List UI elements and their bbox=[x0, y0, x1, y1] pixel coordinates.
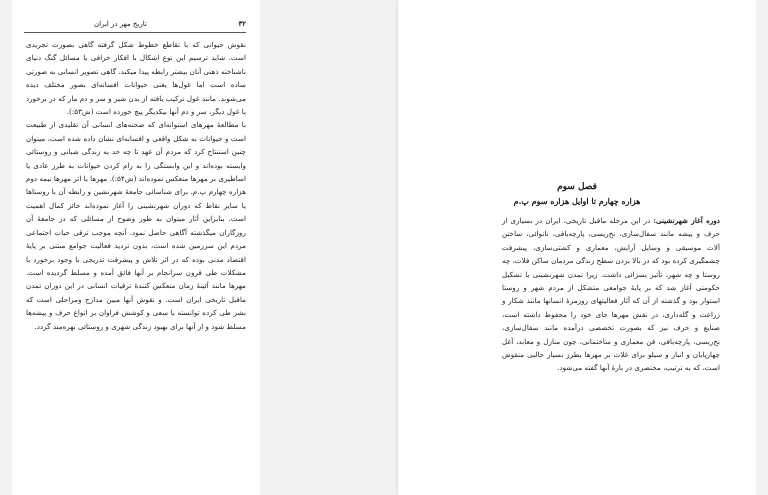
paragraph-text: در این مرحله ماقبل تاریخی، ایران در بسیاری از حرف و پیشه مانند سفال‌سازی، نخ‌ریسی، پارچه‌بافی، نانوائی، ساختن آلات موسیقی و وسایل آرایش، معماری و کشتی‌سازی، پیشرفت چشمگیری کرده بود که در بالا بردن سطح زندگی مردمان ساکن فلات، چه روستا و چه شهر، تأثیر بسزائی داشت. زیرا تمدن شهرنشینی با تشکیل حکومتی آغاز شد که بر پایهٔ جوامعی متشکل از مردم شهر و روستا استوار بود و گذشته از آن که آثار فعالیتهای روزمرهٔ انسانها مانند شکار و زراعت و گله‌داری، در نقش مهرها جای خود را محفوظ داشته است، صنایع و حرف نیز که بصورت تخصصی درآمده مانند سفال‌سازی، نخ‌ریسی، پارچه‌بافی، فن معماری و ساختمانی، چون منازل و معابد، آغل چهارپایان و انبار و سیلو برای غلات بر مهرها بطرز بسیار جالبی منقوش است، که به ترتیب، مختصری در بارهٔ آنها گفته می‌شود. bbox=[502, 216, 720, 373]
page-gutter bbox=[260, 0, 398, 495]
section-lead: دوره آغاز شهرنشینی: bbox=[653, 216, 720, 225]
left-page bbox=[12, 0, 260, 495]
left-page-body bbox=[26, 38, 246, 333]
chapter-heading bbox=[428, 180, 726, 208]
chapter-title: فصل سوم bbox=[557, 182, 597, 192]
running-head bbox=[24, 18, 246, 33]
paragraph bbox=[502, 214, 720, 375]
chapter-subtitle: هزاره چهارم تا اوایل هزاره سوم پ.م bbox=[513, 196, 641, 206]
page-number: ۳۲ bbox=[238, 19, 246, 28]
running-title: تاریخ مهر در ایران bbox=[94, 20, 147, 28]
right-page bbox=[398, 0, 756, 495]
right-page-body bbox=[502, 214, 720, 375]
paragraph: با مطالعهٔ مهرهای استوانه‌ای که صحنه‌های انسانی آن تقلیدی از طبیعت است و حیوانات به شکل واقعی و افسانه‌ای نشان داده شده است، میتوان چنین استنتاج کرد که مردم آن عهد تا چه حد به زندگی شبانی و روستائی وابسته بوده‌اند و این وابستگی را به رام کردن حیوانات به طرز عادی یا اساطیری بر مهرها منعکس نموده‌اند (ش۵۴:). مهرها یا اثر مهرها نیمه دوم هزاره چهارم پ.م. برای شناسائی جامعهٔ شهرنشین و رابطه آن با روستاها یا سایر نقاط که دوران شهرنشینی را آغاز نموده‌اند حائز کمال اهمیت است. بنابراین آثار میتوان به طور وضوح از مسائلی که در جامعهٔ آن روزگاران میگذشته آگاهی حاصل نمود. آنچه موجب ترقی حیات اجتماعی مردم این سرزمین شده است، بدون تردید فعالیت جوامع مبتنی بر پایهٔ اقتصاد مدنی بوده که در اثر تلاش و پیشرفت تدریجی با وجود برخورد با مشکلات طی قرون سرانجام بر آنها فائق آمده و مسلط گردیده است. مهرها مانند آئینهٔ زمان منعکس کنندهٔ ترقیات انسانی در این دوران تمدن ماقبل تاریخی ایران است. و نقوش آنها مبین مدارج ومراحلی است که بشر طی کرده توانسته با سعی و کوشش فراوان بر انواع حرف و پیشه‌ها مسلط شود و از آنها برای بهبود زندگی شهری و روستائی بهره‌مند گردد. bbox=[26, 120, 247, 331]
paragraph: نقوش حیوانی که با تقاطع خطوط شکل گرفته گاهی بصورت تجریدی است. شاید ترسیم این نوع اشکال با افکار خرافی یا مسائل گنگ دنیای ناشناخته ذهنی آنان بیشتر رابطه پیدا میکند. گاهی تصویر انسانی به صورتی ساده است اما غول‌ها یعنی حیوانات افسانه‌ای بصور مختلف دیده می‌شوند. مانند غول ترکیب یافته از بدن شیر و سر و دم مار که در برخورد با غول دیگر، سر و دم آنها بیکدیگر پیچ خورده است (ش۵۳:). bbox=[26, 40, 246, 117]
